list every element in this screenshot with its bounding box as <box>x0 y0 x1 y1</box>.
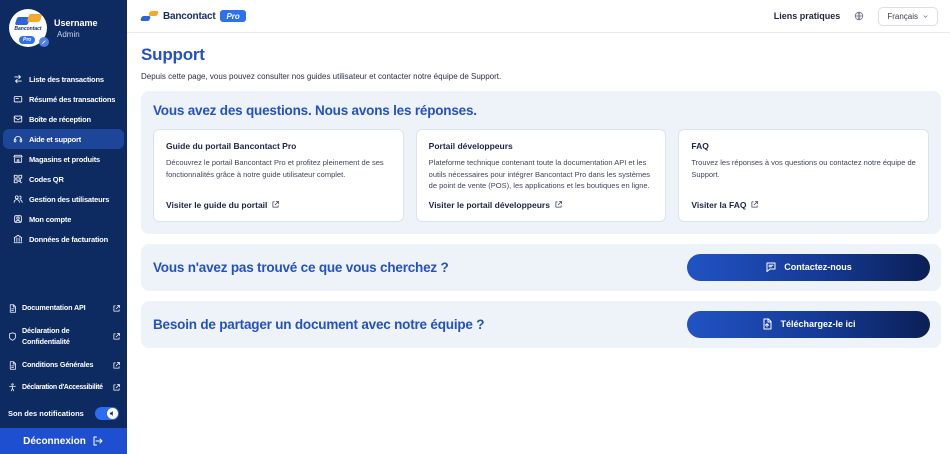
profile-block[interactable] <box>0 0 127 53</box>
visit-portal-guide-link[interactable] <box>166 192 391 210</box>
transactions-list-icon <box>13 74 23 84</box>
link-terms-conditions[interactable] <box>8 354 121 377</box>
card-developer-portal <box>416 129 667 222</box>
external-link-icon <box>554 200 563 209</box>
sidebar-item-label: Magasins et produits <box>29 154 101 164</box>
external-link-icon <box>750 200 759 209</box>
sidebar-footer-links <box>0 297 127 399</box>
avatar[interactable] <box>9 9 47 47</box>
accessibility-icon <box>8 383 17 392</box>
main-area <box>127 0 950 454</box>
brand-logo[interactable] <box>141 10 246 22</box>
contact-panel <box>141 244 941 291</box>
privacy-icon <box>8 332 17 341</box>
sidebar-item-my-account[interactable] <box>3 209 124 229</box>
card-link-label: Visiter la FAQ <box>691 199 747 210</box>
upload-heading: Besoin de partager un document avec notre équipe ? <box>153 316 485 332</box>
account-icon <box>13 214 23 224</box>
help-cards <box>153 129 929 222</box>
logout-label: Déconnexion <box>23 435 86 447</box>
page-title: Support <box>141 45 205 64</box>
chat-icon <box>765 261 777 273</box>
visit-developer-portal-link[interactable] <box>429 192 654 210</box>
profile-text <box>54 17 98 39</box>
contact-heading: Vous n'avez pas trouvé ce que vous cherchez ? <box>153 259 449 275</box>
sidebar-item-user-management[interactable] <box>3 189 124 209</box>
chevron-down-icon <box>922 13 929 20</box>
sidebar-item-label: Aide et support <box>29 134 82 144</box>
external-link-icon <box>112 383 121 392</box>
edit-avatar-icon[interactable] <box>39 37 49 47</box>
sidebar <box>0 0 127 454</box>
store-icon <box>13 154 23 164</box>
top-bar <box>127 0 950 33</box>
upload-document-button[interactable] <box>687 311 930 338</box>
avatar-pro-badge: Pro <box>19 36 35 44</box>
sidebar-item-label: Boîte de réception <box>29 114 91 124</box>
card-title: Guide du portail Bancontact Pro <box>166 141 297 151</box>
language-selector[interactable] <box>878 7 938 26</box>
card-body: Trouvez les réponses à vos questions ou contactez notre équipe de Support. <box>691 158 916 179</box>
footer-link-label: Déclaration d'Accessibilité <box>22 383 103 391</box>
bancontact-mark-icon <box>141 11 158 21</box>
practical-links-button[interactable]: Liens pratiques <box>773 11 841 21</box>
bancontact-logo-yellow-shape <box>27 14 43 22</box>
external-link-icon <box>112 332 121 341</box>
card-portal-guide <box>153 129 404 222</box>
sidebar-item-qr-codes[interactable] <box>3 169 124 189</box>
document-icon <box>8 304 17 313</box>
sidebar-item-transactions-summary[interactable] <box>3 89 124 109</box>
card-link-label: Visiter le guide du portail <box>166 199 268 210</box>
card-faq <box>678 129 929 222</box>
file-upload-icon <box>761 318 773 330</box>
top-bar-right <box>774 7 938 26</box>
card-link-label: Visiter le portail développeurs <box>428 199 550 210</box>
globe-icon[interactable] <box>854 11 864 21</box>
card-body: Découvrez le portail Bancontact Pro et profitez pleinement de ses fonctionnalités grâce à notre guide utilisateur complet. <box>166 158 384 179</box>
sidebar-nav <box>0 69 127 249</box>
sidebar-item-label: Liste des transactions <box>29 74 104 84</box>
sidebar-spacer <box>0 249 127 297</box>
card-body: Plateforme technique contenant toute la documentation API et les outils nécessaires pour intégrer Bancontact Pro dans les systèmes de point de vente (POS), les applications et les boutiques en ligne. <box>428 158 651 191</box>
sidebar-item-label: Résumé des transactions <box>29 94 116 104</box>
brand-pro-badge: Pro <box>220 10 245 22</box>
document-icon <box>8 361 17 370</box>
notification-sound-toggle[interactable] <box>95 407 119 420</box>
visit-faq-link[interactable] <box>691 192 916 210</box>
qr-code-icon <box>13 174 23 184</box>
link-accessibility-statement[interactable] <box>8 377 121 400</box>
contact-button-label: Contactez-nous <box>784 262 852 273</box>
questions-heading: Vous avez des questions. Nous avons les réponses. <box>153 103 477 118</box>
sidebar-item-label: Gestion des utilisateurs <box>29 194 110 204</box>
questions-panel <box>141 91 941 234</box>
users-icon <box>13 194 23 204</box>
link-privacy-statement[interactable] <box>8 320 121 354</box>
sidebar-item-transactions-list[interactable] <box>3 69 124 89</box>
logout-icon <box>92 435 104 447</box>
page-description: Depuis cette page, vous pouvez consulter nos guides utilisateur et contacter notre équipe de Support. <box>141 72 502 81</box>
sidebar-item-inbox[interactable] <box>3 109 124 129</box>
link-api-documentation[interactable] <box>8 297 121 320</box>
external-link-icon <box>112 361 121 370</box>
footer-link-label: Documentation API <box>22 303 86 313</box>
external-link-icon <box>112 304 121 313</box>
page-content <box>127 33 950 348</box>
upload-button-label: Téléchargez-le ici <box>780 319 856 330</box>
language-value: Français <box>887 11 918 21</box>
contact-us-button[interactable] <box>687 254 930 281</box>
card-title: Portail développeurs <box>428 141 513 151</box>
footer-link-label: Conditions Générales <box>22 359 94 369</box>
sidebar-item-stores-products[interactable] <box>3 149 124 169</box>
sidebar-item-label: Codes QR <box>29 174 64 184</box>
username-label: Username <box>54 18 98 29</box>
external-link-icon <box>271 200 280 209</box>
role-label: Admin <box>57 29 80 39</box>
billing-icon <box>13 234 23 244</box>
sidebar-item-help-support[interactable] <box>3 129 124 149</box>
sidebar-item-label: Données de facturation <box>29 234 108 244</box>
speaker-icon <box>107 408 118 419</box>
inbox-icon <box>13 114 23 124</box>
notification-sound-label: Son des notifications <box>8 409 84 418</box>
sidebar-item-billing-data[interactable] <box>3 229 124 249</box>
help-support-icon <box>13 134 23 144</box>
transactions-summary-icon <box>13 94 23 104</box>
footer-link-label: Déclaration de Confidentialité <box>22 326 70 346</box>
brand-name: Bancontact <box>163 10 216 22</box>
card-title: FAQ <box>691 141 709 151</box>
sidebar-item-label: Mon compte <box>29 214 72 224</box>
logout-button[interactable] <box>0 428 127 454</box>
avatar-logo-text: Bancontact <box>14 26 42 32</box>
upload-panel <box>141 301 941 348</box>
notification-sound-row <box>0 399 127 428</box>
